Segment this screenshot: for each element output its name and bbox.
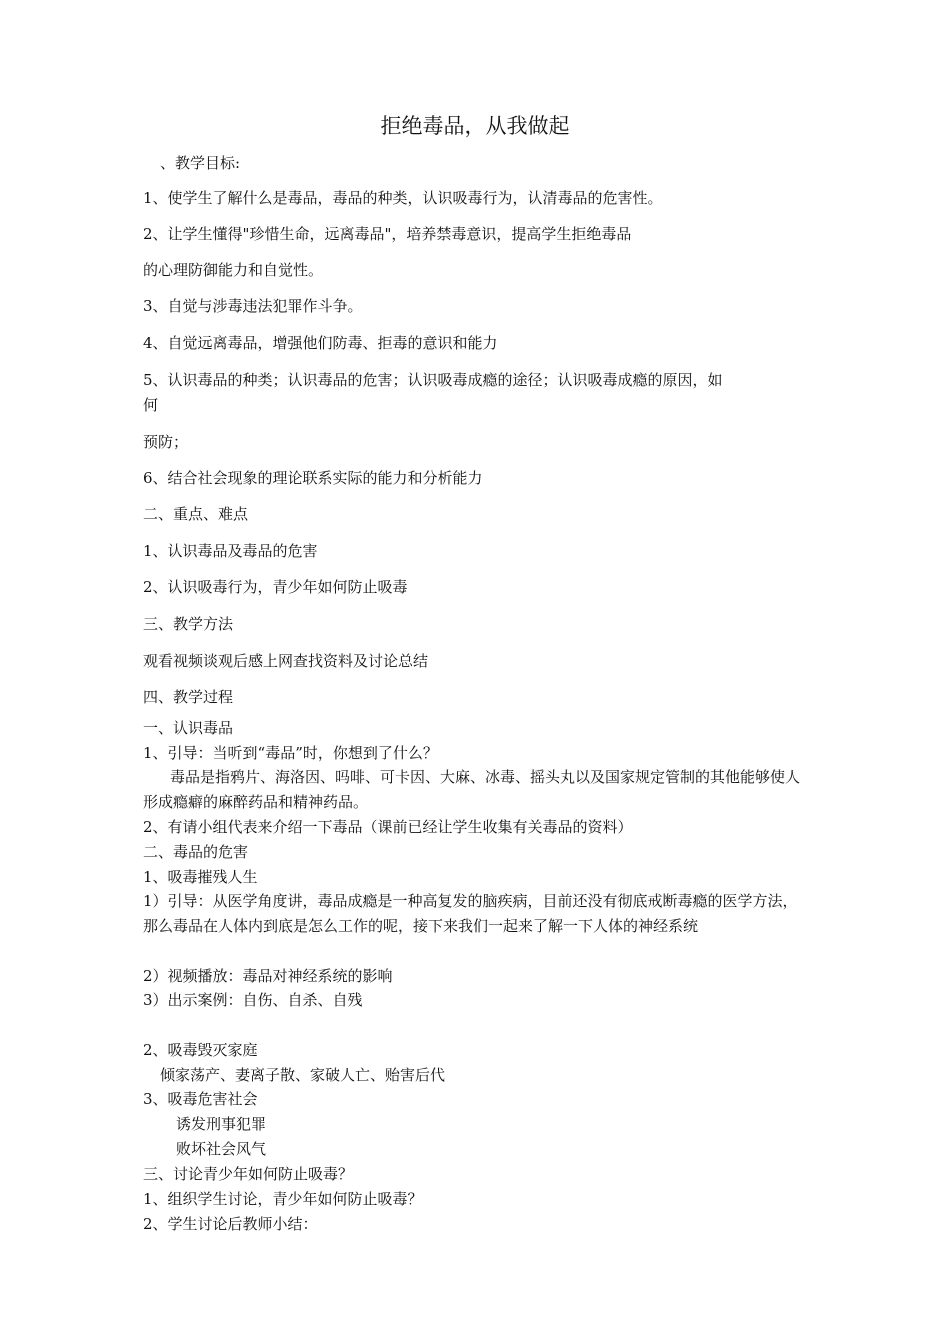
- part3-heading: 三、讨论青少年如何防止吸毒？: [143, 1165, 354, 1183]
- part2-sub-1-3: 3）出示案例：自伤、自杀、自残: [143, 991, 363, 1009]
- part2-sub-2: 2、吸毒毁灭家庭: [143, 1041, 258, 1059]
- goal-item-5-cont2: 预防；: [143, 433, 189, 451]
- keypoints-heading: 二、重点、难点: [143, 505, 249, 523]
- part2-sub-1: 1、吸毒摧残人生: [143, 868, 258, 886]
- goal-item-3: 3、自觉与涉毒违法犯罪作斗争。: [143, 297, 363, 315]
- goal-item-6: 6、结合社会现象的理论联系实际的能力和分析能力: [143, 469, 483, 487]
- part2-sub-1-2: 2）视频播放：毒品对神经系统的影响: [143, 967, 393, 985]
- methods-heading: 三、教学方法: [143, 615, 234, 633]
- goal-item-5-cont: 何: [143, 396, 159, 414]
- part2-sub-3-a: 诱发刑事犯罪: [176, 1115, 267, 1133]
- goal-item-2: 2、让学生懂得"珍惜生命，远离毒品"，培养禁毒意识，提高学生拒绝毒品: [143, 225, 632, 243]
- part3-item-1: 1、组织学生讨论，青少年如何防止吸毒？: [143, 1190, 423, 1208]
- goal-item-5: 5、认识毒品的种类；认识毒品的危害；认识吸毒成瘾的途径；认识吸毒成瘾的原因，如: [143, 371, 723, 389]
- part2-heading: 二、毒品的危害: [143, 843, 249, 861]
- drug-definition: 毒品是指鸦片、海洛因、吗啡、可卡因、大麻、冰毒、摇头丸以及国家规定管制的其他能够使人形成瘾癖的麻醉药品和精神药品。: [143, 768, 801, 811]
- part1-heading: 一、认识毒品: [143, 719, 234, 737]
- process-heading: 四、教学过程: [143, 688, 234, 706]
- goal-item-4: 4、自觉远离毒品，增强他们防毒、拒毒的意识和能力: [143, 334, 498, 352]
- part2-sub-1-1: 1）引导：从医学角度讲，毒品成瘾是一种高复发的脑疾病，目前还没有彻底戒断毒瘾的医学方法，那么毒品在人体内到底是怎么工作的呢，接下来我们一起来了解一下人体的神经系统: [143, 892, 798, 935]
- keypoint-item-2: 2、认识吸毒行为，青少年如何防止吸毒: [143, 578, 408, 596]
- methods-text: 观看视频谈观后感上网查找资料及讨论总结: [143, 652, 429, 670]
- part3-item-2: 2、学生讨论后教师小结：: [143, 1215, 318, 1233]
- goal-item-1: 1、使学生了解什么是毒品，毒品的种类，认识吸毒行为，认清毒品的危害性。: [143, 189, 663, 207]
- part1-item-2: 2、有请小组代表来介绍一下毒品（课前已经让学生收集有关毒品的资料）: [143, 818, 633, 836]
- part1-item-1: 1、引导：当听到“毒品”时，你想到了什么？: [143, 744, 438, 762]
- goals-heading: 、教学目标:: [160, 154, 241, 172]
- part2-sub-3: 3、吸毒危害社会: [143, 1090, 258, 1108]
- keypoint-item-1: 1、认识毒品及毒品的危害: [143, 542, 318, 560]
- goal-item-2-cont: 的心理防御能力和自觉性。: [143, 261, 324, 279]
- part2-sub-2-text: 倾家荡产、妻离子散、家破人亡、贻害后代: [160, 1066, 446, 1084]
- document-title: 拒绝毒品，从我做起: [380, 114, 570, 138]
- part2-sub-3-b: 败坏社会风气: [176, 1140, 267, 1158]
